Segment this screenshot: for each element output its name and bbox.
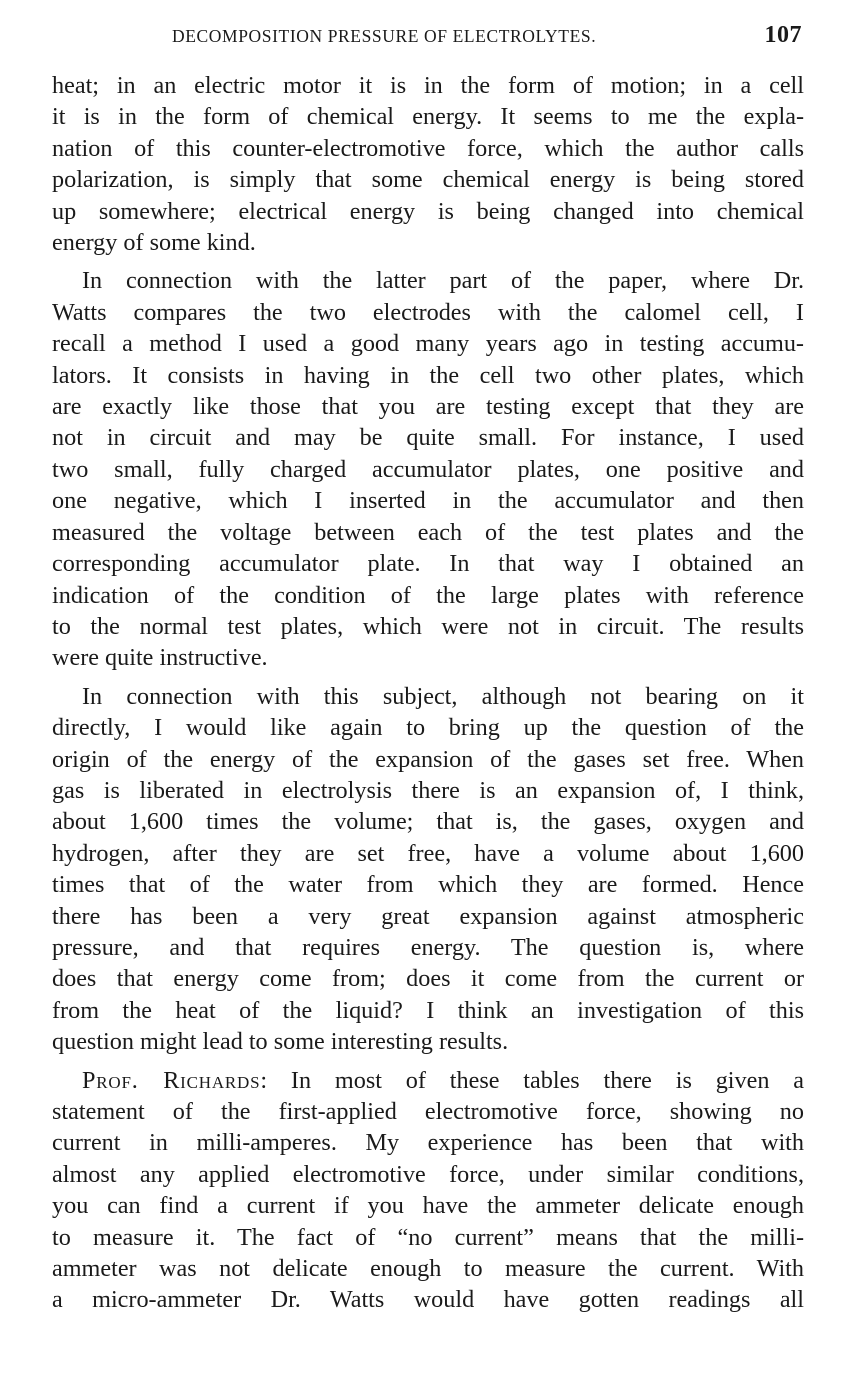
text-line: heat; in an electric motor it is in the form of motion; in a cell xyxy=(52,72,804,99)
text-line: nation of this counter-electromotive force, which the author calls xyxy=(52,134,804,162)
text-line: In connection with this subject, although not bearing on it xyxy=(82,682,804,710)
text-line: question might lead to some interesting results. xyxy=(52,1028,509,1056)
text-line: up somewhere; electrical energy is being changed into chemical xyxy=(52,197,804,225)
text-line: it is in the form of chemical energy. It seems to me the expla- xyxy=(52,103,804,131)
text-line: hydrogen, after they are set free, have a volume about 1,600 xyxy=(52,839,804,867)
text-line: one negative, which I inserted in the accumulator and then xyxy=(52,487,804,515)
paragraph-2 xyxy=(52,265,804,673)
text-line: recall a method I used a good many years ago in testing accumu- xyxy=(52,330,804,358)
text-line: energy of some kind. xyxy=(52,229,256,257)
running-head xyxy=(52,22,802,56)
text-line: directly, I would like again to bring up the question of the xyxy=(52,714,804,742)
text-line: polarization, is simply that some chemical energy is being stored xyxy=(52,166,804,194)
text-line: to measure it. The fact of “no current” means that the milli- xyxy=(52,1223,804,1251)
text-line: Watts compares the two electrodes with the calomel cell, I xyxy=(52,298,804,326)
text-line: corresponding accumulator plate. In that way I obtained an xyxy=(52,550,804,578)
text-line: statement of the first-applied electromotive force, showing no xyxy=(52,1098,804,1125)
text-line: about 1,600 times the volume; that is, the gases, oxygen and xyxy=(52,808,804,836)
text-line: you can find a current if you have the ammeter delicate enough xyxy=(52,1192,804,1220)
text-line: In connection with the latter part of the paper, where Dr. xyxy=(82,267,804,295)
text-line: were quite instructive. xyxy=(52,644,268,672)
text-line: almost any applied electromotive force, under similar conditions, xyxy=(52,1160,804,1188)
text-line: current in milli-amperes. My experience has been that with xyxy=(52,1129,804,1157)
text-line: origin of the energy of the expansion of the gases set free. When xyxy=(52,745,804,773)
paragraph-1 xyxy=(52,70,804,258)
speaker-name: Prof. Richards xyxy=(82,1066,261,1094)
text-line: from the heat of the liquid? I think an investigation of this xyxy=(52,996,804,1024)
paragraph-4 xyxy=(52,1065,804,1316)
page-number: 107 xyxy=(764,22,802,48)
text-line: not in circuit and may be quite small. For instance, I used xyxy=(52,424,804,452)
text-line: measured the voltage between each of the test plates and the xyxy=(52,518,804,546)
text-line: times that of the water from which they are formed. Hence xyxy=(52,871,804,899)
text-line: to the normal test plates, which were not in circuit. The results xyxy=(52,612,804,640)
text-line: a micro-ammeter Dr. Watts would have gotten readings all xyxy=(52,1286,804,1314)
text-line: there has been a very great expansion against atmospheric xyxy=(52,902,804,930)
speaker-text: : In most of these tables there is given a xyxy=(260,1066,805,1094)
text-line: gas is liberated in electrolysis there is an expansion of, I think, xyxy=(52,776,804,804)
text-line: are exactly like those that you are testing except that they are xyxy=(52,393,804,421)
text-line: indication of the condition of the large plates with reference xyxy=(52,581,804,609)
paragraph-3 xyxy=(52,681,804,1058)
text-line: pressure, and that requires energy. The question is, where xyxy=(52,933,804,961)
text-line: does that energy come from; does it come from the current or xyxy=(52,965,804,993)
text-line: two small, fully charged accumulator plates, one positive and xyxy=(52,455,804,483)
text-line xyxy=(52,1065,804,1096)
body-text xyxy=(52,70,804,1323)
running-title: DECOMPOSITION PRESSURE OF ELECTROLYTES. xyxy=(172,26,597,46)
text-line: lators. It consists in having in the cell two other plates, which xyxy=(52,361,804,389)
text-line: ammeter was not delicate enough to measure the current. With xyxy=(52,1255,804,1283)
